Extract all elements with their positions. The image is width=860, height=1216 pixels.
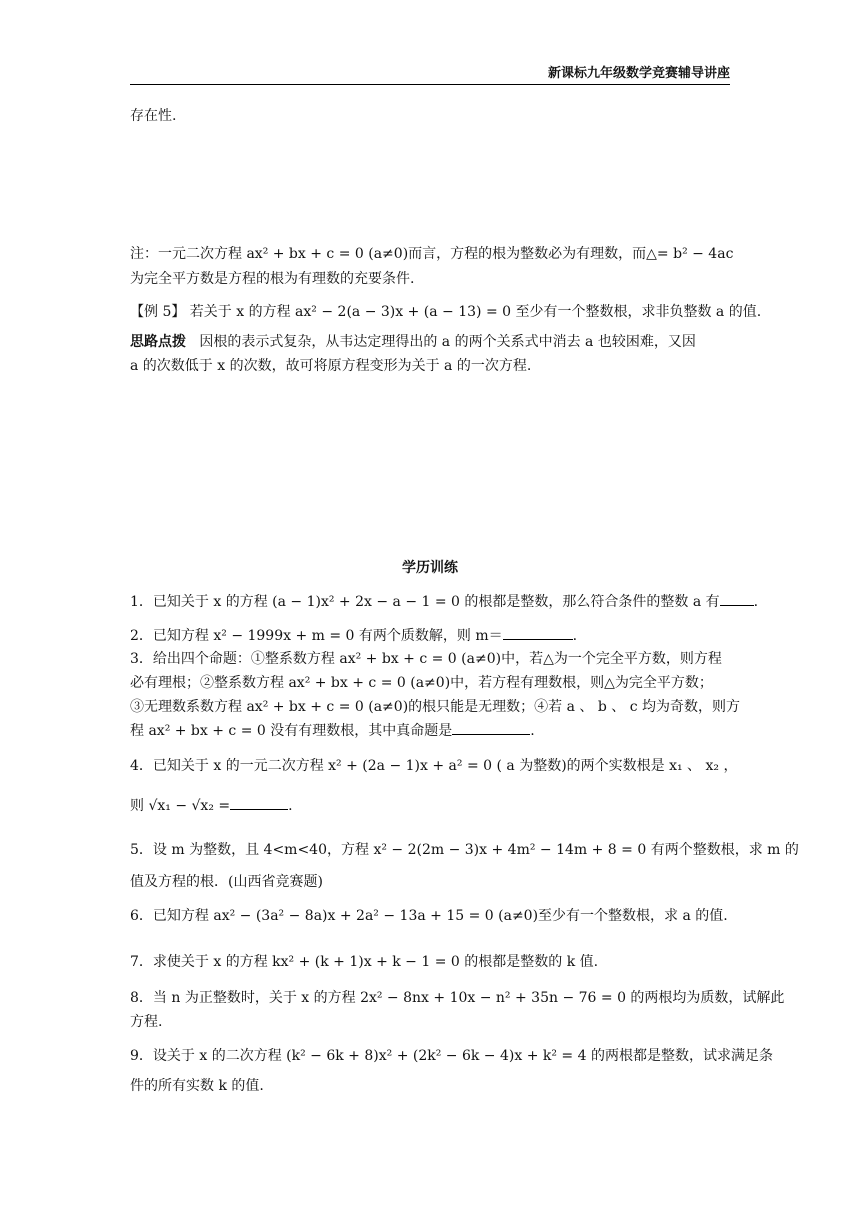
problem-3-line-4: 程 ax² + bx + c = 0 没有有理数根，其中真命题是 . [130, 723, 535, 739]
example-5: 【例 5】 若关于 x 的方程 ax² − 2(a − 3)x + (a − 13) = 0 至少有一个整数根，求非负整数 a 的值. [130, 304, 762, 320]
problem-7: 7．求使关于 x 的方程 kx² + (k + 1)x + k − 1 = 0 的根都是整数的 k 值. [130, 954, 599, 970]
text-line: 存在性. [130, 108, 177, 124]
problem-3-text: 程 ax² + bx + c = 0 没有有理数根，其中真命题是 [130, 723, 453, 739]
problem-9-line-1: 9．设关于 x 的二次方程 (k² − 6k + 8)x² + (2k² − 6k − 4)x + k² = 4 的两根都是整数，试求满足条 [130, 1048, 773, 1064]
hint-line-2: a 的次数低于 x 的次数，故可将原方程变形为关于 a 的一次方程. [130, 358, 532, 374]
problem-8-line-2: 方程. [130, 1014, 163, 1030]
answer-blank [230, 797, 288, 810]
hint-text: 因根的表示式复杂，从韦达定理得出的 a 的两个关系式中消去 a 也较困难，又因 [199, 334, 696, 350]
hint-label: 思路点拨 [130, 334, 186, 350]
answer-blank [452, 722, 530, 735]
problem-8-line-1: 8．当 n 为正整数时，关于 x 的方程 2x² − 8nx + 10x − n² + 35n − 76 = 0 的两根均为质数，试解此 [130, 990, 785, 1006]
problem-5-line-2: 值及方程的根．(山西省竞赛题) [130, 874, 323, 890]
problem-3-line-2: 必有理根；②整系数方程 ax² + bx + c = 0 (a≠0)中，若方程有理数根，则△为完全平方数； [130, 675, 713, 691]
problem-4-line-1: 4．已知关于 x 的一元二次方程 x² + (2a − 1)x + a² = 0 ( a 为整数)的两个实数根是 x₁ 、 x₂ ， [130, 758, 738, 774]
header-rule [130, 84, 730, 85]
problem-6: 6．已知方程 ax² − (3a² − 8a)x + 2a² − 13a + 15 = 0 (a≠0)至少有一个整数根，求 a 的值. [130, 908, 728, 924]
answer-blank [503, 627, 573, 640]
running-header: 新课标九年级数学竞赛辅导讲座 [547, 66, 730, 81]
problem-1-text: 1．已知关于 x 的方程 (a − 1)x² + 2x − a − 1 = 0 的根都是整数，那么符合条件的整数 a 有 [130, 594, 720, 610]
hint-line-1 [130, 332, 730, 352]
answer-blank [720, 593, 754, 606]
problem-3-line-1: 3．给出四个命题：①整系数方程 ax² + bx + c = 0 (a≠0)中，若△为一个完全平方数，则方程 [130, 651, 722, 667]
note-line-2: 为完全平方数是方程的根为有理数的充要条件. [130, 271, 415, 287]
problem-2: 2．已知方程 x² − 1999x + m = 0 有两个质数解，则 m＝ . [130, 628, 578, 644]
problem-4-line-2: 则 √x₁ − √x₂ = . [130, 798, 293, 814]
problem-4-text: 则 √x₁ − √x₂ = [130, 798, 231, 814]
problem-3-line-3: ③无理数系数方程 ax² + bx + c = 0 (a≠0)的根只能是无理数；④若 a 、 b 、 c 均为奇数，则方 [130, 699, 741, 715]
problem-9-line-2: 件的所有实数 k 的值. [130, 1078, 264, 1094]
section-title: 学历训练 [402, 560, 458, 576]
problem-1: 1．已知关于 x 的方程 (a − 1)x² + 2x − a − 1 = 0 的根都是整数，那么符合条件的整数 a 有 . [130, 594, 759, 610]
problem-5-line-1: 5．设 m 为整数，且 4<m<40，方程 x² − 2(2m − 3)x + 4m² − 14m + 8 = 0 有两个整数根，求 m 的 [130, 842, 799, 858]
problem-2-text: 2．已知方程 x² − 1999x + m = 0 有两个质数解，则 m＝ [130, 628, 503, 644]
note-line-1: 注：一元二次方程 ax² + bx + c = 0 (a≠0)而言，方程的根为整数必为有理数，而△= b² − 4ac [130, 246, 734, 262]
